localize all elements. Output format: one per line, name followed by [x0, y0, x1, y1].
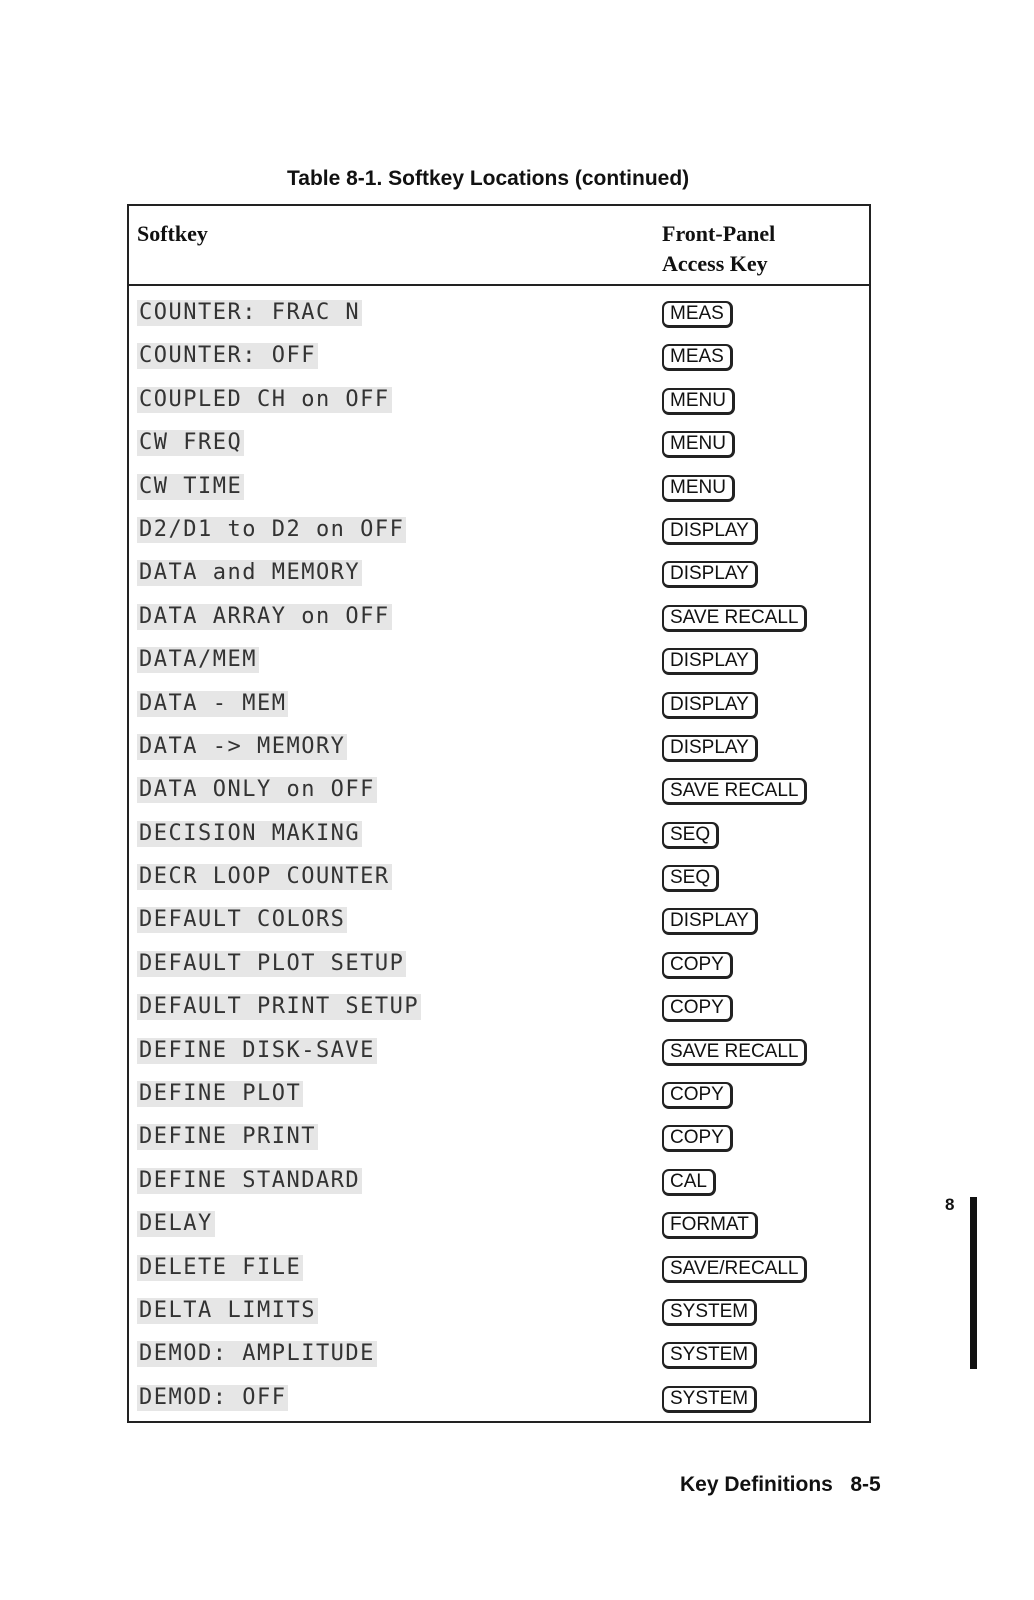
softkey-table: [127, 204, 871, 1423]
table-row: [129, 600, 869, 643]
front-panel-key: SYSTEM: [662, 1386, 757, 1413]
front-panel-key: COPY: [662, 1082, 733, 1109]
softkey-label: DATA/MEM: [139, 647, 257, 673]
front-panel-key: MENU: [662, 388, 735, 415]
softkey-label: CW TIME: [139, 473, 243, 499]
softkey-label: DEFINE DISK-SAVE: [139, 1037, 375, 1063]
table-row: [129, 1251, 869, 1294]
softkey-label: DELAY: [139, 1211, 213, 1237]
softkey-label: D2/D1 to D2 on OFF: [139, 516, 405, 542]
front-panel-key: COPY: [662, 995, 733, 1022]
front-panel-key: DISPLAY: [662, 692, 758, 719]
front-panel-key: DISPLAY: [662, 735, 758, 762]
front-panel-key: SAVE/RECALL: [662, 1256, 807, 1283]
front-panel-key: DISPLAY: [662, 648, 758, 675]
front-panel-key: SEQ: [662, 865, 719, 892]
table-row: [129, 1207, 869, 1250]
softkey-label: DEFINE PRINT: [139, 1124, 316, 1150]
softkey-label: DELETE FILE: [139, 1254, 302, 1280]
table-row: [129, 426, 869, 469]
softkey-label: DEFAULT PRINT SETUP: [139, 994, 420, 1020]
table-row: [129, 296, 869, 339]
softkey-label: DATA - MEM: [139, 690, 287, 716]
table-row: [129, 730, 869, 773]
header-access-line2: Access Key: [662, 251, 768, 276]
table-row: [129, 687, 869, 730]
softkey-label: DEFAULT COLORS: [139, 907, 346, 933]
softkey-label: DECR LOOP COUNTER: [139, 864, 390, 890]
table-row: [129, 1294, 869, 1337]
softkey-label: COUPLED CH on OFF: [139, 386, 390, 412]
table-row: [129, 643, 869, 686]
softkey-label: DEFINE STANDARD: [139, 1167, 361, 1193]
table-row: [129, 470, 869, 513]
table-row: [129, 903, 869, 946]
softkey-label: DATA -> MEMORY: [139, 733, 346, 759]
table-row: [129, 990, 869, 1033]
front-panel-key: DISPLAY: [662, 561, 758, 588]
table-row: [129, 860, 869, 903]
front-panel-key: SAVE RECALL: [662, 778, 807, 805]
chapter-tab-bar: [970, 1197, 977, 1369]
softkey-label: DATA and MEMORY: [139, 560, 361, 586]
front-panel-key: DISPLAY: [662, 518, 758, 545]
table-header: [129, 206, 869, 286]
front-panel-key: DISPLAY: [662, 908, 758, 935]
front-panel-key: SAVE RECALL: [662, 1039, 807, 1066]
header-access-line1: Front-Panel: [662, 221, 776, 246]
softkey-label: DELTA LIMITS: [139, 1297, 316, 1323]
table-row: [129, 383, 869, 426]
table-row: [129, 1337, 869, 1380]
front-panel-key: SYSTEM: [662, 1299, 757, 1326]
softkey-label: DECISION MAKING: [139, 820, 361, 846]
softkey-label: CW FREQ: [139, 430, 243, 456]
front-panel-key: SEQ: [662, 822, 719, 849]
softkey-label: DEFAULT PLOT SETUP: [139, 950, 405, 976]
table-row: [129, 1381, 869, 1424]
table-row: [129, 817, 869, 860]
softkey-label: DATA ARRAY on OFF: [139, 603, 390, 629]
front-panel-key: SYSTEM: [662, 1342, 757, 1369]
front-panel-key: MEAS: [662, 301, 733, 328]
table-body: [129, 296, 869, 1424]
softkey-label: DEMOD: OFF: [139, 1384, 287, 1410]
front-panel-key: COPY: [662, 952, 733, 979]
footer-section: Key Definitions: [680, 1473, 833, 1496]
footer-page-number: 8-5: [850, 1473, 881, 1496]
header-softkey: Softkey: [137, 221, 208, 246]
front-panel-key: SAVE RECALL: [662, 605, 807, 632]
table-row: [129, 556, 869, 599]
page-footer: [680, 1473, 881, 1497]
table-row: [129, 1034, 869, 1077]
front-panel-key: CAL: [662, 1169, 716, 1196]
header-access-key: [662, 219, 862, 279]
softkey-label: DATA ONLY on OFF: [139, 777, 375, 803]
table-row: [129, 1077, 869, 1120]
softkey-label: DEFINE PLOT: [139, 1081, 302, 1107]
table-row: [129, 1120, 869, 1163]
table-row: [129, 773, 869, 816]
softkey-label: COUNTER: OFF: [139, 343, 316, 369]
table-row: [129, 339, 869, 382]
table-caption: Table 8-1. Softkey Locations (continued): [287, 167, 690, 190]
softkey-label: COUNTER: FRAC N: [139, 300, 361, 325]
front-panel-key: MENU: [662, 475, 735, 502]
front-panel-key: FORMAT: [662, 1212, 758, 1239]
chapter-tab-number: 8: [945, 1195, 955, 1214]
front-panel-key: MENU: [662, 431, 735, 458]
front-panel-key: MEAS: [662, 344, 733, 371]
front-panel-key: COPY: [662, 1125, 733, 1152]
table-row: [129, 1164, 869, 1207]
table-row: [129, 513, 869, 556]
table-row: [129, 947, 869, 990]
softkey-label: DEMOD: AMPLITUDE: [139, 1341, 375, 1367]
